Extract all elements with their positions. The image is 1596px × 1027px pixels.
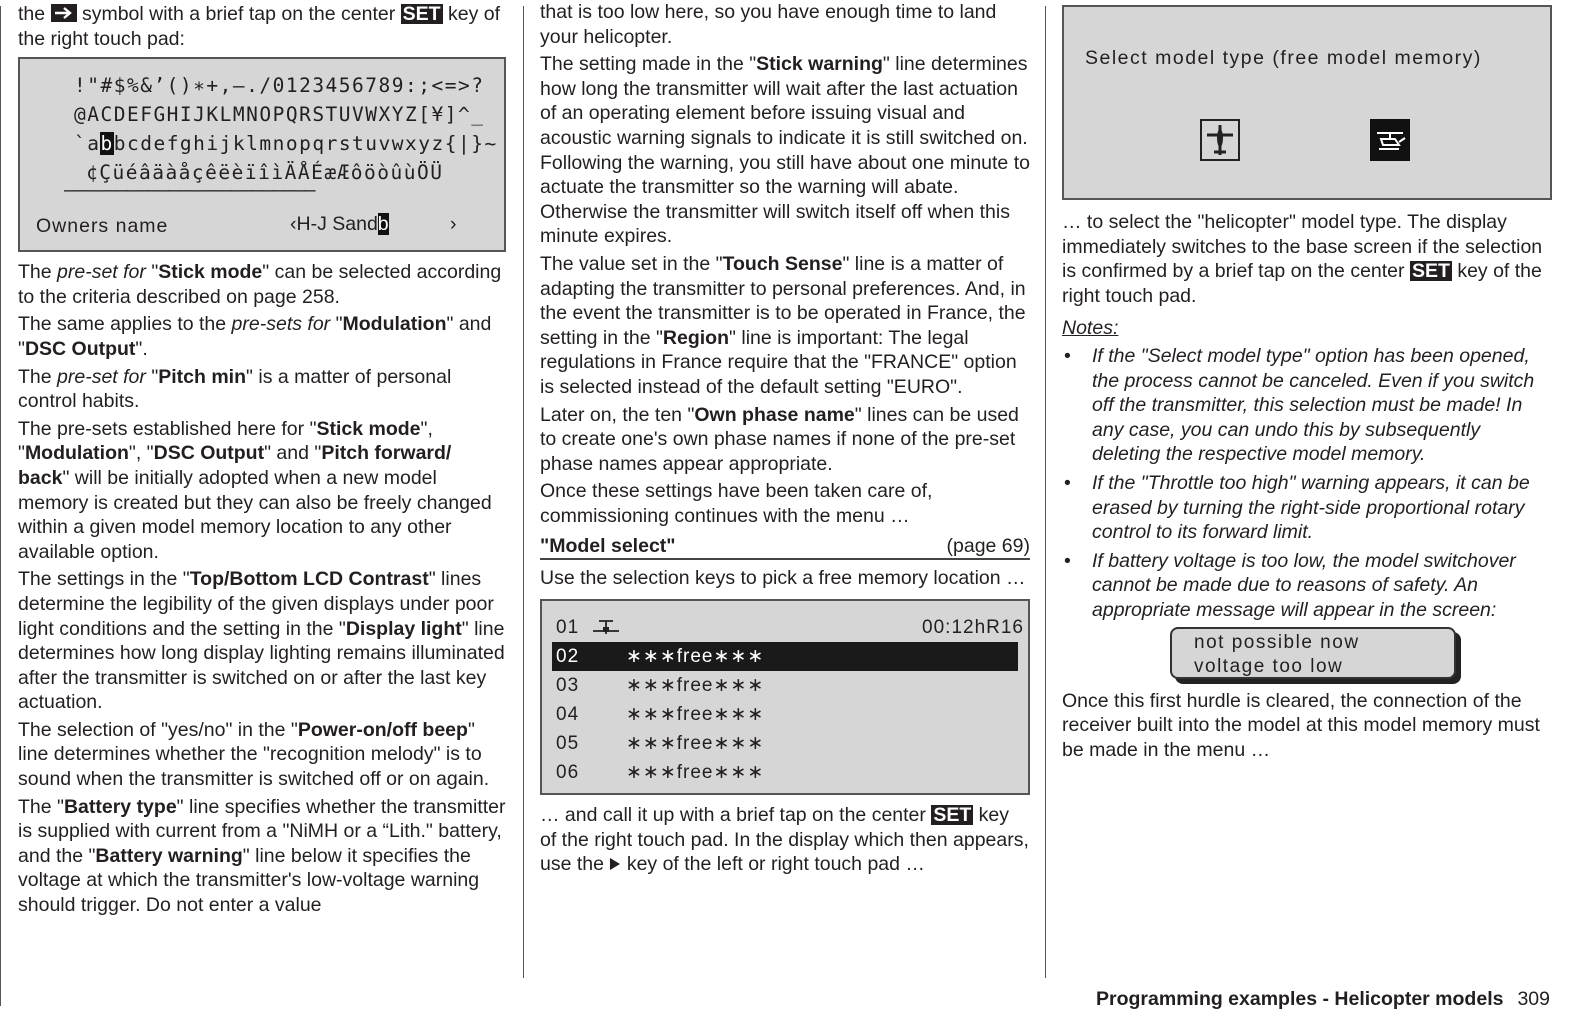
- helicopter-model-option[interactable]: [1370, 119, 1410, 161]
- helicopter-small-icon: [589, 618, 623, 636]
- paragraph: … and call it up with a brief tap on the center SET key of the right touch pad. In the display which then appears, use the key of the left or right touch pad …: [540, 804, 1029, 876]
- paragraph: The pre-set for "Pitch min" is a matter of personal control habits.: [18, 365, 452, 413]
- model-row[interactable]: 06 ∗∗∗free∗∗∗: [556, 761, 765, 784]
- column-left: [18, 0, 506, 1027]
- model-number-current: 01: [556, 617, 623, 639]
- paragraph: Later on, the ten "Own phase name" lines can be used to create one's own phase names if none of the pre-set phase names appear appropriate.: [540, 403, 1019, 475]
- column-rule-2: [1045, 6, 1046, 978]
- lcd-status-row: [542, 613, 1028, 642]
- intro-paragraph: [18, 2, 506, 51]
- page-footer: [1096, 988, 1550, 1011]
- paragraph: The setting made in the "Stick warning" line determines how long the transmitter will wait after the last actuation of an operating element before issuing visual and acoustic warning signals to indicate it is still switched on. Following the warning, you still have about one minute to actuate the transmitter so the warning will abate. Otherwise the transmitter will switch itself off when this minute expires.: [540, 53, 1030, 248]
- model-row[interactable]: 05 ∗∗∗free∗∗∗: [556, 732, 765, 755]
- timer-readout: 00:12hR16: [922, 616, 1024, 638]
- page-rule-left: [0, 6, 1, 1006]
- paragraph: Use the selection keys to pick a free memory location …: [540, 567, 1026, 590]
- owners-name-label: Owners name: [36, 215, 169, 238]
- paragraph: The same applies to the pre-sets for "Modulation" and "DSC Output".: [18, 313, 492, 360]
- paragraph: The value set in the "Touch Sense" line is a matter of adapting the transmitter to personal preferences. And, in the event the transmitter is to be operated in France, the setting in the "Region" line is important: The legal regulations in France require that the "FRANCE" option is selected instead of the default setting "EURO".: [540, 252, 1026, 398]
- charset-row-1: !"#$%&’()∗+,–./0123456789:;<=>?: [74, 74, 485, 98]
- dash-separator: ––––––––––––––––––––––––: [64, 179, 315, 202]
- paragraph: The pre-sets established here for "Stick mode", "Modulation", "DSC Output" and "Pitch forward/ back" will be initially adopted when a new model memory is created but they can also be freely changed within a given model memory location to any other available option.: [18, 417, 492, 563]
- lcd-character-table: [18, 57, 506, 252]
- section-title: "Model select": [540, 535, 676, 558]
- footer-title: Programming examples - Helicopter models: [1096, 988, 1504, 1010]
- text: the: [18, 3, 46, 25]
- charset-cursor[interactable]: b: [100, 132, 114, 156]
- section-page-ref: (page 69): [946, 535, 1030, 558]
- column-rule-1: [523, 6, 524, 978]
- paragraph: The pre-set for "Stick mode" can be selected according to the criteria described on page 258.: [18, 261, 502, 308]
- page-number: 309: [1517, 988, 1550, 1010]
- chevron-left-icon: ‹: [290, 213, 297, 236]
- set-key-label: SET: [933, 804, 972, 827]
- owners-name-value[interactable]: ‹H-J Sandb: [290, 213, 389, 236]
- lcd-model-type: [1062, 5, 1552, 200]
- model-row-selected[interactable]: 02 ∗∗∗free∗∗∗: [552, 642, 1018, 671]
- column-right: [1062, 0, 1552, 1027]
- airplane-model-option[interactable]: [1200, 119, 1240, 161]
- warning-line-2: voltage too low: [1194, 655, 1344, 677]
- model-row[interactable]: 04 ∗∗∗free∗∗∗: [556, 703, 765, 726]
- section-heading: [540, 534, 1030, 560]
- lcd-model-select: [540, 599, 1030, 795]
- text: symbol with a brief tap on the center: [81, 3, 396, 25]
- warning-popup: [1170, 627, 1458, 681]
- charset-row-3: `abbcdefghijklmnopqrstuvwxyz{|}~: [74, 132, 498, 156]
- paragraph: The "Battery type" line specifies whether the transmitter is supplied with current from a "NiMH or a “Lith." battery, and the "Battery warning" line below it specifies the voltage at which the transmitter's low-voltage warning should trigger. Do not enter a value: [18, 795, 506, 917]
- triangle-right-icon: [609, 857, 621, 871]
- airplane-icon: [1205, 123, 1235, 157]
- notes-title: Notes:: [1062, 317, 1119, 340]
- paragraph: … to select the "helicopter" model type. The display immediately switches to the base screen if the selection is confirmed by a brief tap on the center SET key of the right touch pad.: [1062, 211, 1543, 307]
- warning-line-1: not possible now: [1194, 631, 1360, 653]
- set-key-label: SET: [402, 3, 441, 25]
- model-row[interactable]: 03 ∗∗∗free∗∗∗: [556, 674, 765, 697]
- set-key-label: SET: [1411, 260, 1450, 283]
- charset-row-2: @ACDEFGHIJKLMNOPQRSTUVWXYZ[¥]^_: [74, 103, 485, 127]
- lcd-title: Select model type (free model memory): [1085, 47, 1482, 69]
- notes-list: [1062, 344, 1552, 623]
- charset-row-4: ¢ÇüéâäàåçêëèïîìÄÅÉæÆôöòûùÖÜ: [86, 161, 444, 185]
- paragraph: Once these settings have been taken care of, commissioning continues with the menu …: [540, 480, 933, 527]
- paragraph: Once this first hurdle is cleared, the connection of the receiver built into the model at this model memory must be made in the menu …: [1062, 689, 1540, 761]
- helicopter-icon: [1373, 125, 1407, 155]
- charset-rows: [74, 71, 498, 187]
- column-middle: [540, 0, 1030, 1027]
- paragraph: The selection of "yes/no" in the "Power-on/off beep" line determines whether the "recognition melody" is to sound when the transmitter is switched off or on again.: [18, 718, 490, 791]
- list-item: • If the "Select model type" option has been opened, the process cannot be canceled. Even if you switch off the transmitter, this selection must be made! In any case, you can undo this by subsequently deleting the respective model memory.: [1062, 344, 1552, 467]
- paragraph: The settings in the "Top/Bottom LCD Contrast" lines determine the legibility of the given displays under poor light conditions and the setting in the "Display light" line determines how long display lighting remains illuminated after the transmitter is switched on or after the last key actuation.: [18, 568, 505, 714]
- chevron-right-icon[interactable]: ›: [450, 213, 457, 236]
- list-item: • If battery voltage is too low, the model switchover cannot be made due to reasons of safety. An appropriate message will appear in the screen:: [1062, 549, 1552, 623]
- list-item: • If the "Throttle too high" warning appears, it can be erased by turning the right-side proportional rotary control to its forward limit.: [1062, 471, 1552, 545]
- text: key of the right touch pad:: [18, 3, 501, 50]
- paragraph: that is too low here, so you have enough time to land your helicopter.: [540, 1, 997, 48]
- arrow-right-key-icon: [51, 4, 77, 22]
